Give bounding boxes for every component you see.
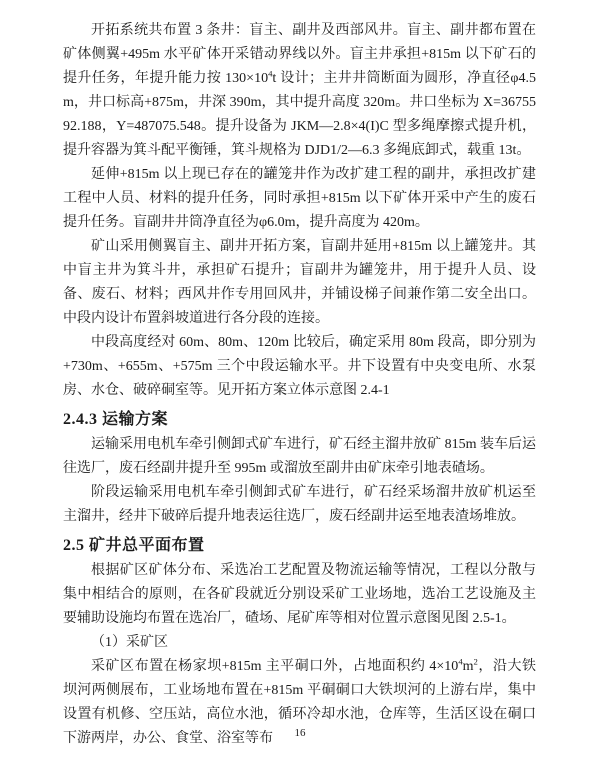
paragraph-text: 开拓系统共布置 3 条井：盲主、副井及西部风井。盲主、副井都布置在矿体侧翼+495m 水平矿体开采错动界线以外。盲主井承担+815m 以下矿石的提升任务，年提升能力按 130×10 <box>63 23 536 86</box>
paragraph-middle-section-height: 中段高度经对 60m、80m、120m 比较后，确定采用 80m 段高，即分别为+730m、+655m、+575m 三个中段运输水平。井下设置有中央变电所、水泵房、水仓、破碎硐室等。见开拓方案立体示意图 2.4-1 <box>63 335 536 398</box>
paragraph-auxiliary-shaft: 延伸+815m 以上现已存在的罐笼井作为改扩建工程的副井，承担改扩建工程中人员、材料的提升任务，同时承担+815m 以下矿体开采中产生的废石提升任务。盲副井井筒净直径为φ6.0m，提升高度为 420m。 <box>63 167 536 230</box>
superscript-exponent: 2 <box>473 656 478 667</box>
paragraph-layout-principle: 根据矿区矿体分布、采选冶工艺配置及物流运输等情况，工程以分散与集中相结合的原则，在各矿段就近分别设采矿工业场地，选冶工艺设施及主要辅助设施均布置在选冶厂，碴场、尾矿库等相对位置示意图见图 2.5-1。 <box>63 563 536 626</box>
paragraph-text: m <box>462 659 474 674</box>
paragraph-transport-stage: 阶段运输采用电机车牵引侧卸式矿车进行，矿石经采场溜井放矿机运至主溜井，经井下破碎后提升地表运往选厂，废石经副井运至地表渣场堆放。 <box>63 485 536 524</box>
paragraph-text: 采矿区布置在杨家坝+815m 主平硐口外，占地面积约 4×10 <box>91 659 459 674</box>
paragraph-text: t 设计；主井井筒断面为圆形，净直径φ4.5 m，井口标高+875m，井深 390m，其中提升高度 320m。井口坐标为 X=3675592.188，Y=487075.548。提升设备为 JKM—2.8×4(I)C 型多绳摩擦式提升机，提升容器为箕斗配平衡锤，箕斗规格为 DJD1/2—6.3 多绳底卸式，载重 13t。 <box>63 71 537 158</box>
superscript-exponent: 4 <box>268 68 273 79</box>
page-number: 16 <box>294 727 306 739</box>
paragraph-transport-main: 运输采用电机车牵引侧卸式矿车进行，矿石经主溜井放矿 815m 装车后运往选厂，废石经副井提升至 995m 或溜放至副井由矿床牵引地表碴场。 <box>63 437 536 476</box>
heading-transport-scheme: 2.4.3 运输方案 <box>63 411 169 428</box>
superscript-exponent: 4 <box>458 656 463 667</box>
list-item-mining-area: （1）采矿区 <box>91 635 168 650</box>
paragraph-development-scheme: 矿山采用侧翼盲主、副井开拓方案，盲副井延用+815m 以上罐笼井。其中盲主井为箕斗井，承担矿石提升；盲副井为罐笼井，用于提升人员、设备、废石、材料；西风井作专用回风井，并铺设梯子间兼作第二安全出口。中段内设计布置斜坡道进行各分段的连接。 <box>63 239 536 326</box>
heading-general-layout: 2.5 矿井总平面布置 <box>63 537 205 554</box>
paragraph-text: ，沿大铁坝河两侧展布，工业场地布置在+815m 平硐硐口大铁坝河的上游右岸，集中设置有机修、空压站，高位水池，循环冷却水池，仓库等，生活区设在硐口下游两岸，办公、食堂、浴室等布 <box>63 659 537 746</box>
paragraph-development-system <box>63 19 536 163</box>
